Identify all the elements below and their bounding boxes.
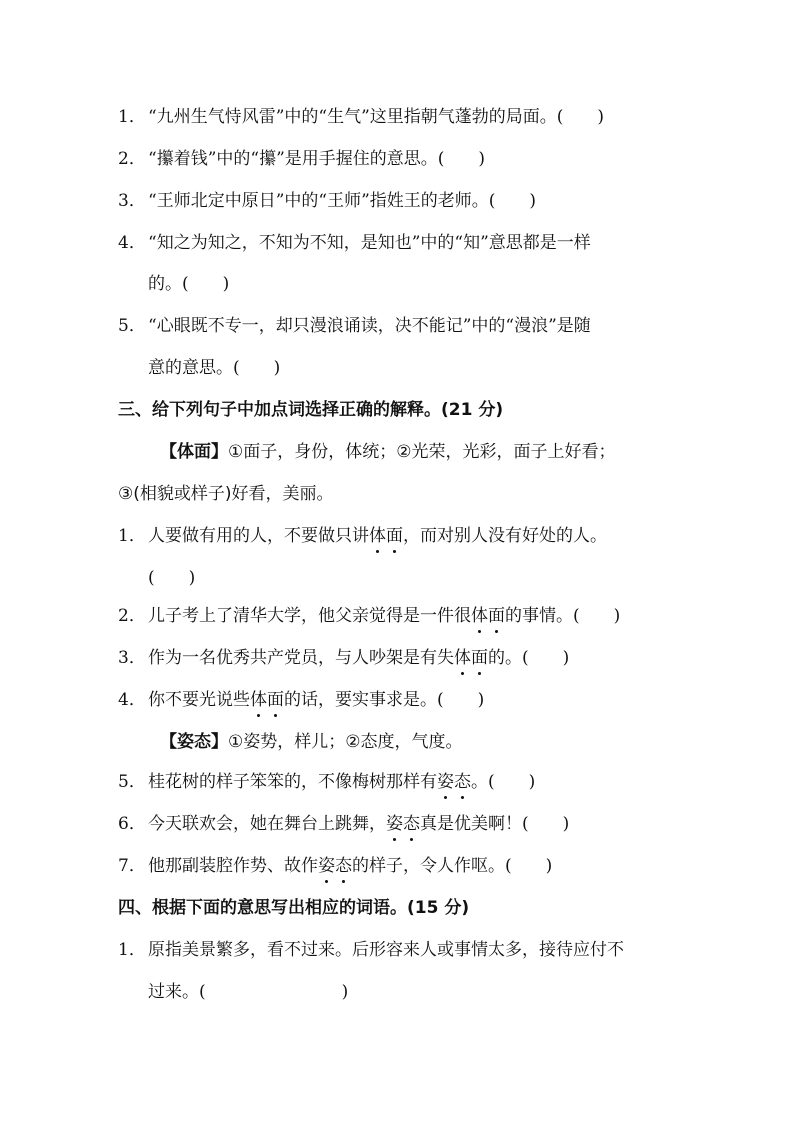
definition-timian [160,440,615,464]
dotted-char: 体 [471,606,488,626]
item-sentence [148,524,607,548]
dotted-char: 体 [250,690,267,710]
dotted-char: 态 [403,814,420,834]
sentence-after: 的样子，令人作呕。( ) [352,856,553,876]
sentence-after: 的事情。( ) [505,606,621,626]
dotted-char: 面 [267,690,284,710]
dotted-word [250,690,284,710]
dotted-word [318,856,352,876]
item-text: “王师北定中原日”中的“王师”指姓王的老师。( ) [148,191,537,211]
dotted-char: 姿 [386,814,403,834]
definition-timian-cont: ③(相貌或样子)好看，美丽。 [118,484,334,504]
definition-term: 【体面】 [160,442,228,462]
item-number: 1． [118,940,146,960]
item-text: “心眼既不专一，却只漫浪诵读，决不能记”中的“漫浪”是随 [148,316,591,336]
dotted-char: 面 [471,648,488,668]
item-number: 2． [118,606,146,626]
item-sentence [148,854,552,878]
dotted-char: 体 [454,648,471,668]
sentence-after: ，而对别人没有好处的人。 [403,526,607,546]
item-number: 4． [118,233,146,253]
definition-term: 【姿态】 [160,732,228,752]
item-text: “九州生气恃风雷”中的“生气”这里指朝气蓬勃的局面。( ) [148,107,605,127]
section4-heading: 四、根据下面的意思写出相应的词语。(15 分) [118,898,470,918]
item-text-continued: 意的意思。( ) [148,358,281,378]
section3-heading: 三、给下列句子中加点词选择正确的解释。(21 分) [118,400,504,420]
item-number: 7． [118,856,146,876]
sentence-after: 真是优美啊！( ) [420,814,570,834]
item-sentence [148,646,569,670]
item-number: 5． [118,316,146,336]
item-number: 5． [118,772,146,792]
answer-blank: ( ) [148,568,196,588]
item-text-continued: 的。( ) [148,274,230,294]
item-number: 4． [118,690,146,710]
sentence-after: 的话，要实事求是。( ) [284,690,485,710]
dotted-char: 态 [335,856,352,876]
sentence-before: 桂花树的样子笨笨的，不像梅树那样有 [148,772,437,792]
definition-zitai [160,730,462,754]
definition-text: ①面子，身份，体统；②光荣，光彩，面子上好看； [228,442,616,462]
dotted-char: 体 [369,526,386,546]
item-text: 原指美景繁多，看不过来。后形容来人或事情太多，接待应付不 [148,940,624,960]
sentence-before: 你不要光说些 [148,690,250,710]
item-sentence [148,770,535,794]
dotted-word [386,814,420,834]
dotted-word [454,648,488,668]
sentence-before: 儿子考上了清华大学，他父亲觉得是一件很 [148,606,471,626]
dotted-word [437,772,471,792]
dotted-word [471,606,505,626]
item-number: 1． [118,526,146,546]
item-number: 6． [118,814,146,834]
sentence-after: 的。( ) [488,648,570,668]
sentence-before: 作为一名优秀共产党员，与人吵架是有失 [148,648,454,668]
item-number: 3． [118,191,146,211]
sentence-before: 他那副装腔作势、故作 [148,856,318,876]
dotted-char: 姿 [437,772,454,792]
item-text: “知之为知之，不知为不知，是知也”中的“知”意思都是一样 [148,233,591,253]
item-number: 3． [118,648,146,668]
dotted-char: 面 [488,606,505,626]
sentence-before: 人要做有用的人，不要做只讲 [148,526,369,546]
definition-text: ①姿势，样儿；②态度，气度。 [228,732,463,752]
sentence-after: 。( ) [471,772,536,792]
dotted-char: 面 [386,526,403,546]
item-sentence [148,688,484,712]
item-text: “攥着钱”中的“攥”是用手握住的意思。( ) [148,149,486,169]
item-sentence [148,604,620,628]
item-number: 1． [118,107,146,127]
item-number: 2． [118,149,146,169]
dotted-char: 态 [454,772,471,792]
item-sentence [148,812,569,836]
item-text-continued: 过来。( ) [148,982,349,1002]
dotted-char: 姿 [318,856,335,876]
sentence-before: 今天联欢会，她在舞台上跳舞， [148,814,386,834]
dotted-word [369,526,403,546]
